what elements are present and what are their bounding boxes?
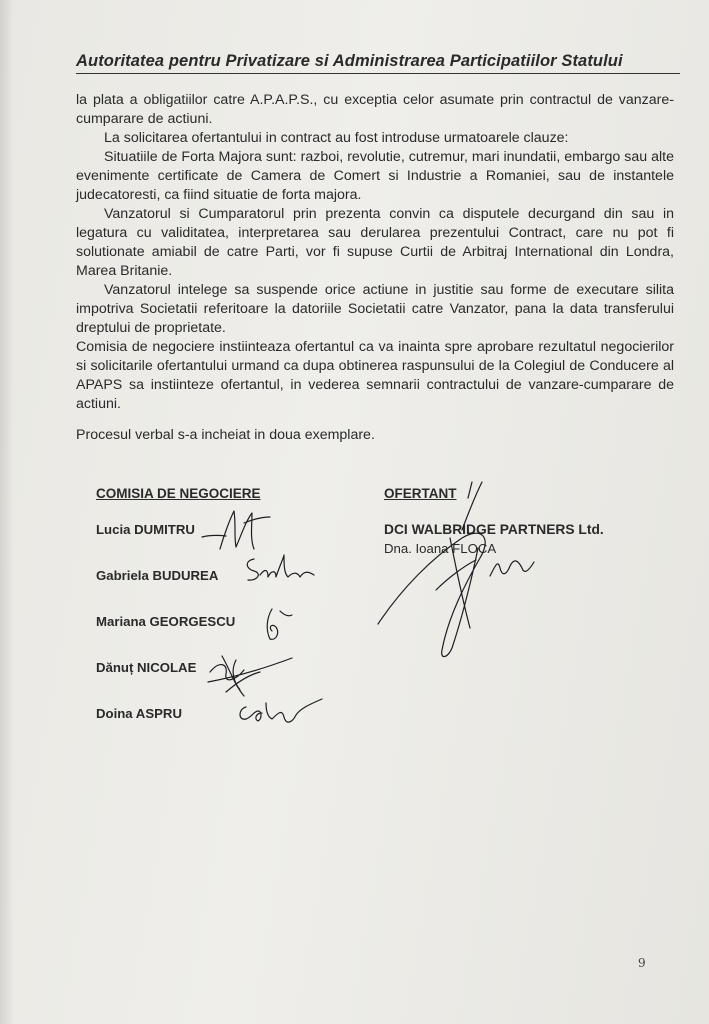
- member-name: Gabriela BUDUREA: [96, 568, 219, 583]
- signature-danut-nicolae: [200, 650, 300, 700]
- bidder-company: DCI WALBRIDGE PARTNERS Ltd.: [384, 522, 604, 537]
- paragraph-1: la plata a obligatiilor catre A.P.A.P.S., cu exceptia celor asumate prin contractul de vanzare-cumparare de actiuni.: [76, 92, 674, 127]
- paragraph-2: La solicitarea ofertantului in contract au fost introduse urmatoarele clauze:: [104, 130, 569, 146]
- paragraph-enforcement: Vanzatorul intelege sa suspende orice actiune in justitie sau forme de executare silita impotriva Societatii referitoare la datoriile Societatii catre Vanzator, pana la data transferului dreptului de proprietate.: [76, 282, 674, 336]
- paragraph-arbitration: Vanzatorul si Cumparatorul prin prezenta convin ca disputele decurgand din sau in legatura cu validitatea, interpretarea sau derularea prezentului Contract, care nu pot fi solutionate amiabil de catre Parti, vor fi supuse Curtii de Arbitraj International din Londra, Marea Britanie.: [76, 206, 674, 279]
- member-name: Lucia DUMITRU: [96, 522, 195, 537]
- closing-statement: Procesul verbal s-a incheiat in doua exemplare.: [76, 427, 375, 443]
- header-title: Autoritatea pentru Privatizare si Administrarea Participatiilor Statului: [76, 52, 623, 70]
- paragraph-force-majeure: Situatiile de Forta Majora sunt: razboi, revolutie, cutremur, mari inundatii, embargo sau alte evenimente certificate de Camera de Comert si Industrie a Romaniei, sau de instantele judecatoresti, ca fiind situatie de forta majora.: [76, 149, 674, 203]
- member-name: Dănuț NICOLAE: [96, 660, 197, 675]
- member-name: Doina ASPRU: [96, 706, 182, 721]
- document-header: [76, 52, 680, 74]
- body-text: [76, 91, 674, 414]
- member-name: Mariana GEORGESCU: [96, 614, 236, 629]
- paragraph-commission-notice: Comisia de negociere instiinteaza ofertantul ca va inainta spre aprobare rezultatul negocierilor si solicitarile ofertantului urmand ca dupa obtinerea raspunsului de la Colegiul de Conducere al APAPS sa instiinteze ofertantul, in vederea semnarii contractului de vanzare-cumparare de actiuni.: [76, 339, 674, 412]
- signature-mariana-georgescu: [258, 605, 298, 645]
- commission-heading: COMISIA DE NEGOCIERE: [96, 486, 261, 501]
- bidder-representative: Dna. Ioana FLOCA: [384, 541, 497, 556]
- signature-lucia-dumitru: [196, 505, 276, 555]
- bidder-heading: OFERTANT: [384, 486, 457, 501]
- page-number: 9: [638, 956, 646, 970]
- signature-doina-aspru: [232, 695, 327, 731]
- signature-gabriela-budurea: [238, 553, 318, 587]
- signature-ioana-floca: [372, 478, 542, 663]
